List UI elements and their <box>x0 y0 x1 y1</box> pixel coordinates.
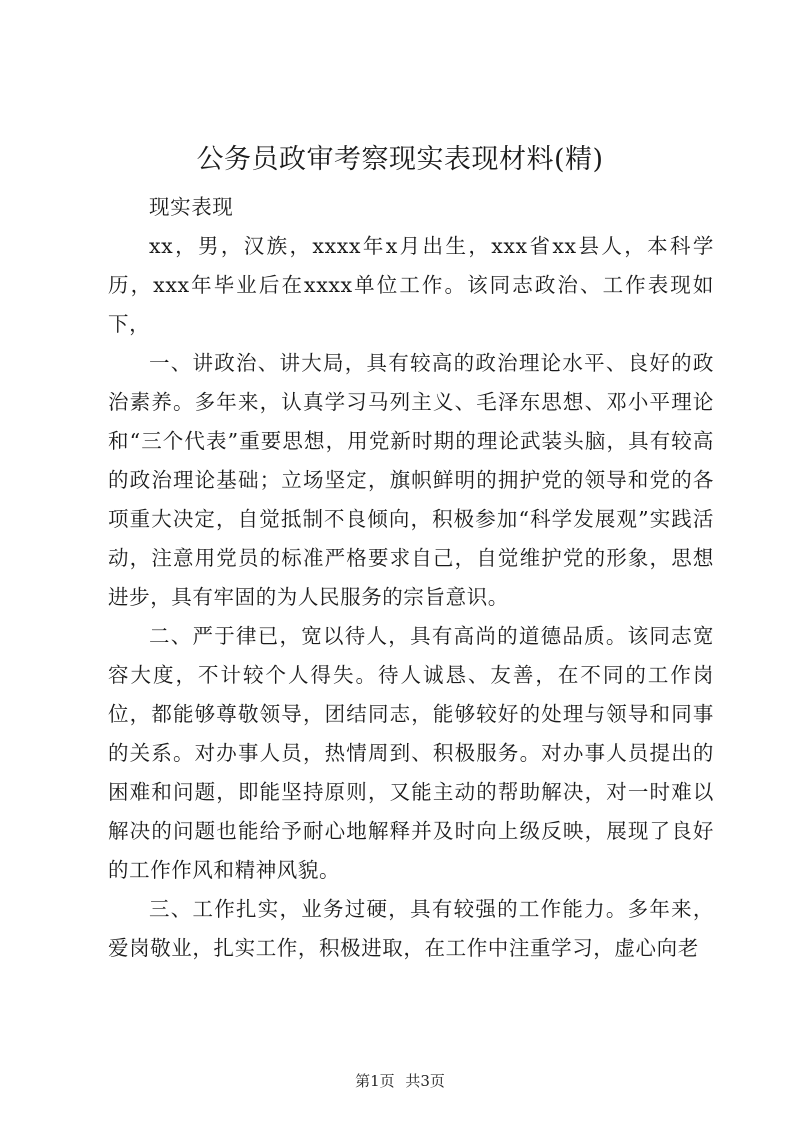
paragraph-work: 三、工作扎实，业务过硬，具有较强的工作能力。多年来，爱岗敬业，扎实工作，积极进取，在工作中注重学习，虚心向老 <box>108 897 714 960</box>
paragraph-ethics: 二、严于律已，宽以待人，具有高尚的道德品质。该同志宽容大度，不计较个人得失。待人诚恳、友善，在不同的工作岗位，都能够尊敬领导，团结同志，能够较好的处理与领导和同事的关系。对办事人员，热情周到、积极服务。对办事人员提出的困难和问题，即能坚持原则，又能主动的帮助解决，对一时难以解决的问题也能给予耐心地解释并及时向上级反映，展现了良好的工作作风和精神风貌。 <box>108 624 714 882</box>
paragraph-politics: 一、讲政治、讲大局，具有较高的政治理论水平、良好的政治素养。多年来，认真学习马列主义、毛泽东思想、邓小平理论和“三个代表”重要思想，用党新时期的理论武装头脑，具有较高的政治理论基础；立场坚定，旗帜鲜明的拥护党的领导和党的各项重大决定，自觉抵制不良倾向，积极参加“科学发展观”实践活动，注意用党员的标准严格要求自己，自觉维护党的形象，思想进步，具有牢固的为人民服务的宗旨意识。 <box>108 351 714 609</box>
page-total: 共3页 <box>405 1072 445 1090</box>
document-title: 公务员政审考察现实表现材料(精) <box>196 144 604 175</box>
section-heading: 现实表现 <box>149 195 234 219</box>
intro-paragraph: xx，男，汉族，xxxx年x月出生，xxx省xx县人，本科学历，xxx年毕业后在xxxx单位工作。该同志政治、工作表现如下， <box>108 234 714 336</box>
page-footer <box>0 1071 800 1091</box>
document-body <box>108 188 714 968</box>
page-number: 第1页 <box>355 1072 395 1090</box>
